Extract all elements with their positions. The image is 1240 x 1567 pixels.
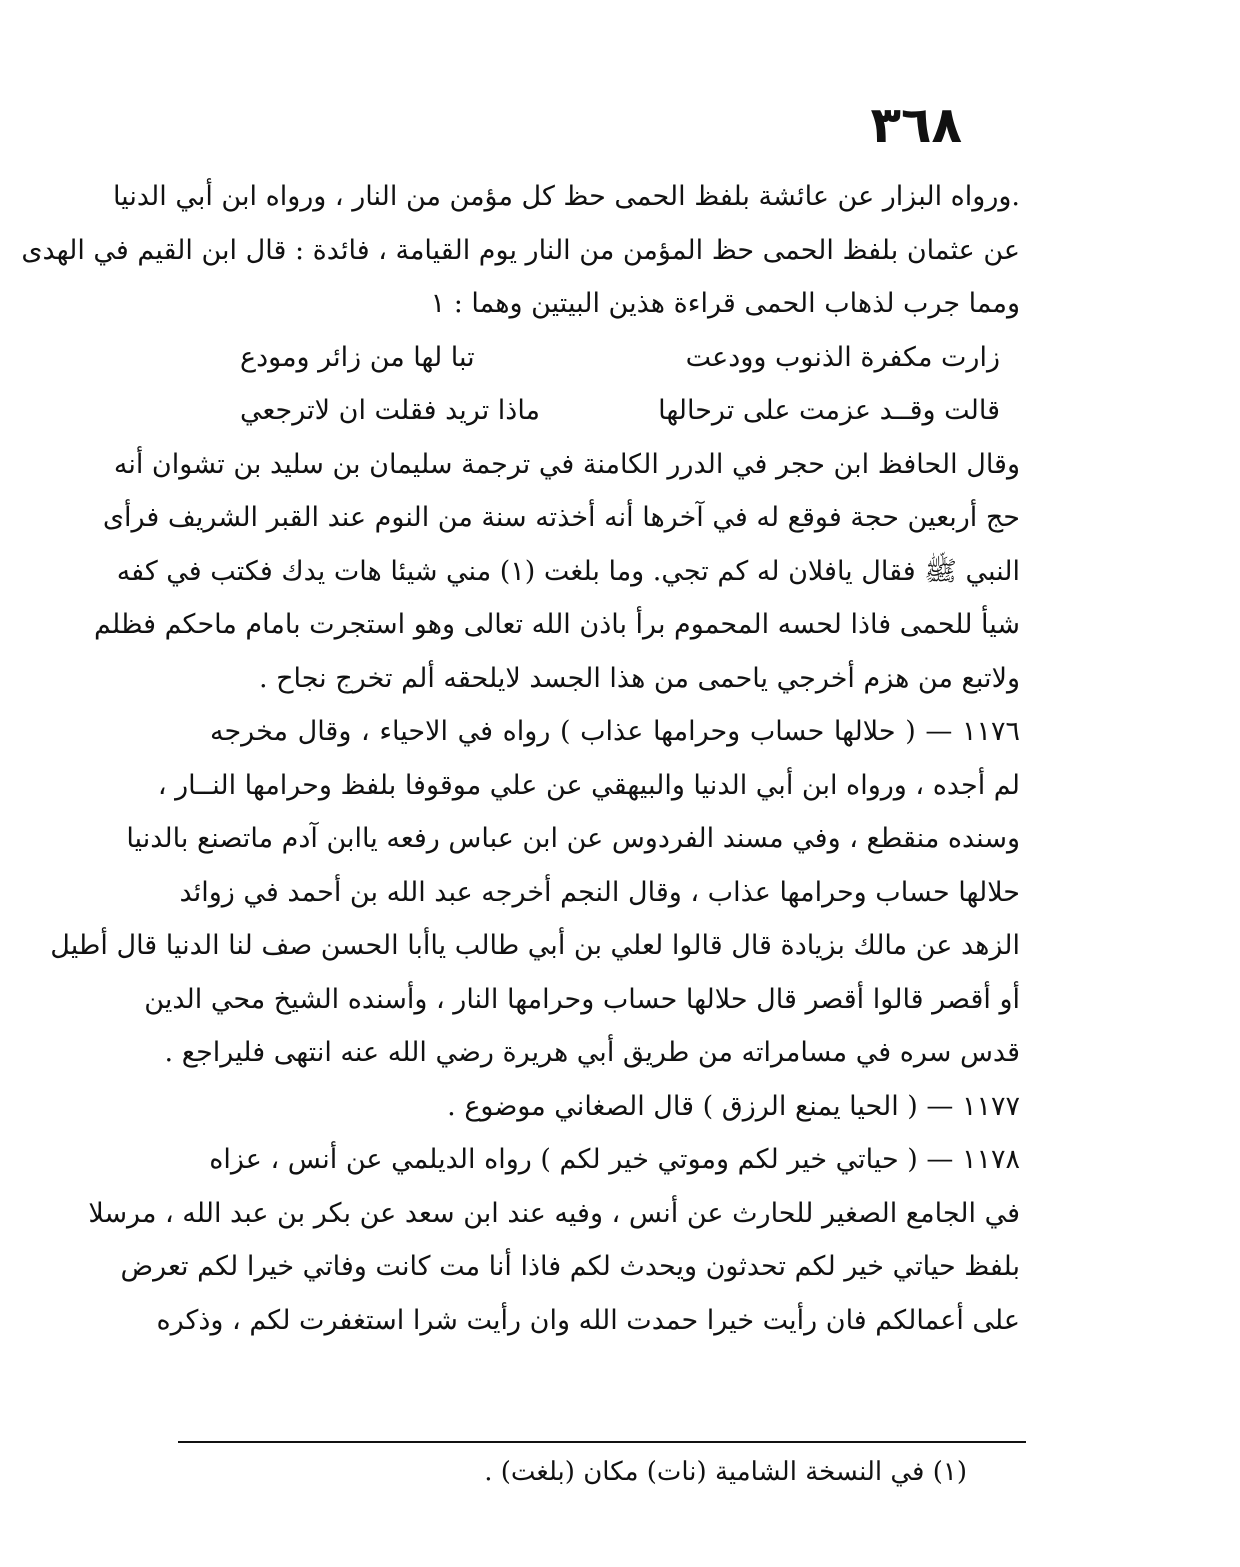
- text-line: في الجامع الصغير للحارث عن أنس ، وفيه عند ابن سعد عن بكر بن عبد الله ، مرسلا: [88, 1197, 1020, 1229]
- poem-verse: [210, 384, 1020, 438]
- verse-second-hemistich: تبا لها من زائر ومودع: [240, 341, 475, 373]
- text-line: لم أجده ، ورواه ابن أبي الدنيا والبيهقي عن علي موقوفا بلفظ وحرامها النــار ،: [157, 769, 1020, 801]
- text-line: قدس سره في مسامراته من طريق أبي هريرة رضي الله عنه انتهى فليراجع .: [164, 1037, 1020, 1068]
- entry-1178-heading-line: ١١٧٨ — ( حياتي خير لكم وموتي خير لكم ) رواه الديلمي عن أنس ، عزاه: [209, 1144, 1020, 1175]
- text-line: حج أربعين حجة فوقع له في آخرها أنه أخذته سنة من النوم عند القبر الشريف فرأى: [102, 502, 1020, 533]
- text-line: وقال الحافظ ابن حجر في الدرر الكامنة في ترجمة سليمان بن سليد بن تشوان أنه: [113, 448, 1020, 480]
- text-line: على أعمالكم فان رأيت خيرا حمدت الله وان رأيت شرا استغفرت لكم ، وذكره: [156, 1304, 1020, 1336]
- entry-1177-heading-line: ١١٧٧ — ( الحيا يمنع الرزق ) قال الصغاني موضوع .: [447, 1090, 1020, 1122]
- text-line: أو أقصر قالوا أقصر قال حلالها حساب وحرامها النار ، وأسنده الشيخ محي الدين: [144, 983, 1020, 1015]
- entry-1176-heading-line: ١١٧٦ — ( حلالها حساب وحرامها عذاب ) رواه في الاحياء ، وقال مخرجه: [210, 716, 1020, 747]
- text-line: حلالها حساب وحرامها عذاب ، وقال النجم أخرجه عبد الله بن أحمد في زوائد: [179, 876, 1020, 908]
- text-line: شيأ للحمى فاذا لحسه المحموم برأ باذن الله تعالى وهو استجرت بامام ماحكم فظلم: [94, 609, 1020, 640]
- poem-verse: [210, 331, 1020, 385]
- text-line: ومما جرب لذهاب الحمى قراءة هذين البيتين وهما : ١: [430, 288, 1020, 319]
- main-text: [21, 170, 1020, 1347]
- text-line: .ورواه البزار عن عائشة بلفظ الحمى حظ كل مؤمن من النار ، ورواه ابن أبي الدنيا: [112, 181, 1020, 212]
- page-number: ٣٦٨: [870, 96, 962, 154]
- text-line: النبي ﷺ فقال يافلان له كم تجي. وما بلغت (١) مني شيئا هات يدك فكتب في كفه: [116, 555, 1020, 587]
- verse-first-hemistich: زارت مكفرة الذنوب وودعت: [685, 341, 1000, 373]
- text-line: ولاتبع من هزم أخرجي ياحمى من هذا الجسد لايلحقه ألم تخرج نجاح .: [258, 662, 1020, 694]
- text-line: الزهد عن مالك بزيادة قال قالوا لعلي بن أبي طالب ياأبا الحسن صف لنا الدنيا قال أطيل: [50, 930, 1020, 961]
- footnote: (١) في النسخة الشامية (نات) مكان (بلغت) .: [484, 1457, 967, 1487]
- text-line: وسنده منقطع ، وفي مسند الفردوس عن ابن عباس رفعه ياابن آدم ماتصنع بالدنيا: [126, 823, 1020, 854]
- footnote-divider: [178, 1441, 1026, 1443]
- verse-first-hemistich: قالت وقــد عزمت على ترحالها: [658, 395, 1000, 426]
- text-line: عن عثمان بلفظ الحمى حظ المؤمن من النار يوم القيامة ، فائدة : قال ابن القيم في الهدى: [21, 234, 1020, 266]
- text-line: بلفظ حياتي خير لكم تحدثون ويحدث لكم فاذا أنا مت كانت وفاتي خيرا لكم تعرض: [120, 1251, 1020, 1282]
- verse-second-hemistich: ماذا تريد فقلت ان لاترجعي: [240, 395, 541, 426]
